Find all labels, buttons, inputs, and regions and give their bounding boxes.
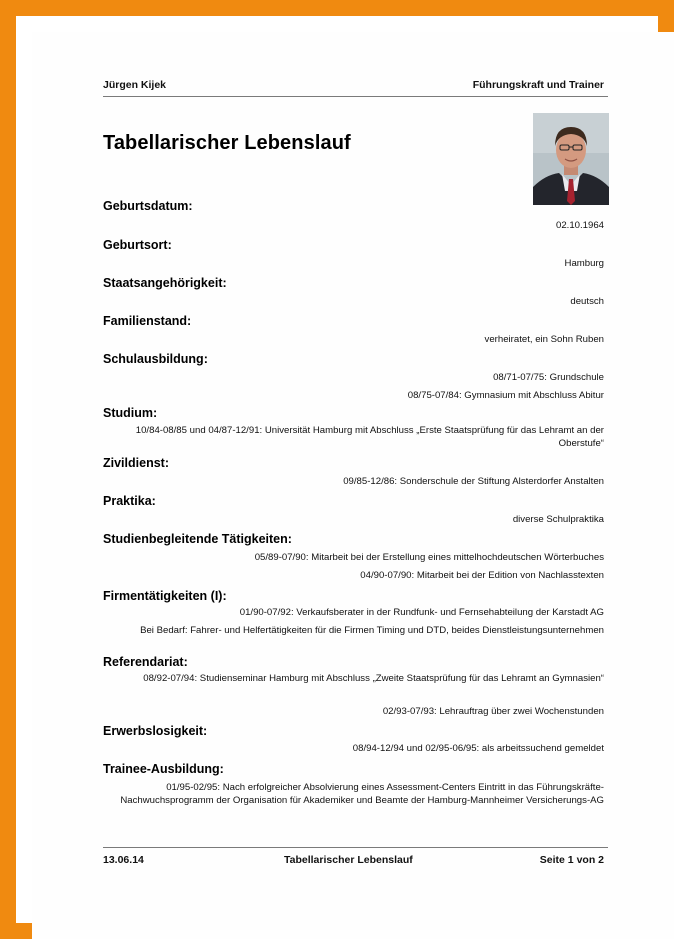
section-heading: Studienbegleitende Tätigkeiten: — [103, 532, 292, 546]
section-entry: deutsch — [570, 296, 604, 307]
footer-rule — [103, 847, 608, 848]
section-heading: Studium: — [103, 406, 158, 420]
section-heading: Firmentätigkeiten (I): — [103, 589, 227, 603]
section-entry: 08/92-07/94: Studienseminar Hamburg mit Abschluss „Zweite Staatsprüfung für das Lehramt an Gymnasien“ — [143, 673, 604, 684]
section-entry: verheiratet, ein Sohn Ruben — [484, 334, 604, 345]
document-page — [32, 32, 674, 939]
section-entry: 10/84-08/85 und 04/87-12/91: Universität Hamburg mit Abschluss „Erste Staatsprüfung für das Lehramt an der Oberstufe“ — [135, 425, 604, 449]
section-entry: 04/90-07/90: Mitarbeit bei der Edition von Nachlasstexten — [360, 570, 604, 581]
section-heading: Referendariat: — [103, 655, 188, 669]
section-heading: Erwerbslosigkeit: — [103, 724, 208, 738]
footer-page-number: Seite 1 von 2 — [539, 854, 604, 866]
section-entry: 08/94-12/94 und 02/95-06/95: als arbeitssuchend gemeldet — [352, 743, 604, 754]
footer-title: Tabellarischer Lebenslauf — [284, 854, 413, 866]
section-entry: Hamburg — [564, 258, 604, 269]
section-heading: Schulausbildung: — [103, 352, 208, 366]
header-role: Führungskraft und Trainer — [472, 79, 604, 91]
section-entry: diverse Schulpraktika — [512, 514, 604, 525]
section-entry: 09/85-12/86: Sonderschule der Stiftung Alsterdorfer Anstalten — [343, 476, 604, 487]
section-entry: 02.10.1964 — [555, 220, 604, 231]
section-heading: Trainee-Ausbildung: — [103, 762, 224, 776]
header-rule — [103, 96, 608, 97]
section-entry: 01/95-02/95: Nach erfolgreicher Absolvierung eines Assessment-Centers Eintritt in das Führungskräfte-Nachwuchsprogramm der Organisation für Akademiker und Beamte der Hamburg-Mannheimer Versicherungs-AG — [120, 782, 604, 806]
page-title: Tabellarischer Lebenslauf — [103, 132, 351, 154]
section-heading: Praktika: — [103, 494, 156, 508]
portrait-photo — [533, 113, 609, 205]
section-heading: Zivildienst: — [103, 456, 169, 470]
section-entry: 08/71-07/75: Grundschule — [493, 372, 604, 383]
section-heading: Geburtsdatum: — [103, 199, 193, 213]
section-heading: Geburtsort: — [103, 238, 172, 252]
header-name: Jürgen Kijek — [103, 79, 167, 91]
section-entry: 08/75-07/84: Gymnasium mit Abschluss Abitur — [407, 390, 604, 401]
section-heading: Staatsangehörigkeit: — [103, 276, 227, 290]
section-entry: 02/93-07/93: Lehrauftrag über zwei Wochenstunden — [382, 706, 604, 717]
section-entry: Bei Bedarf: Fahrer- und Helfertätigkeiten für die Firmen Timing und DTD, beides Dienstleistungsunternehmen — [140, 625, 604, 636]
section-heading: Familienstand: — [103, 314, 192, 328]
footer-date: 13.06.14 — [103, 854, 144, 866]
section-entry: 05/89-07/90: Mitarbeit bei der Erstellung eines mittelhochdeutschen Wörterbuches — [254, 552, 604, 563]
section-entry: 01/90-07/92: Verkaufsberater in der Rundfunk- und Fernsehabteilung der Karstadt AG — [239, 607, 604, 618]
